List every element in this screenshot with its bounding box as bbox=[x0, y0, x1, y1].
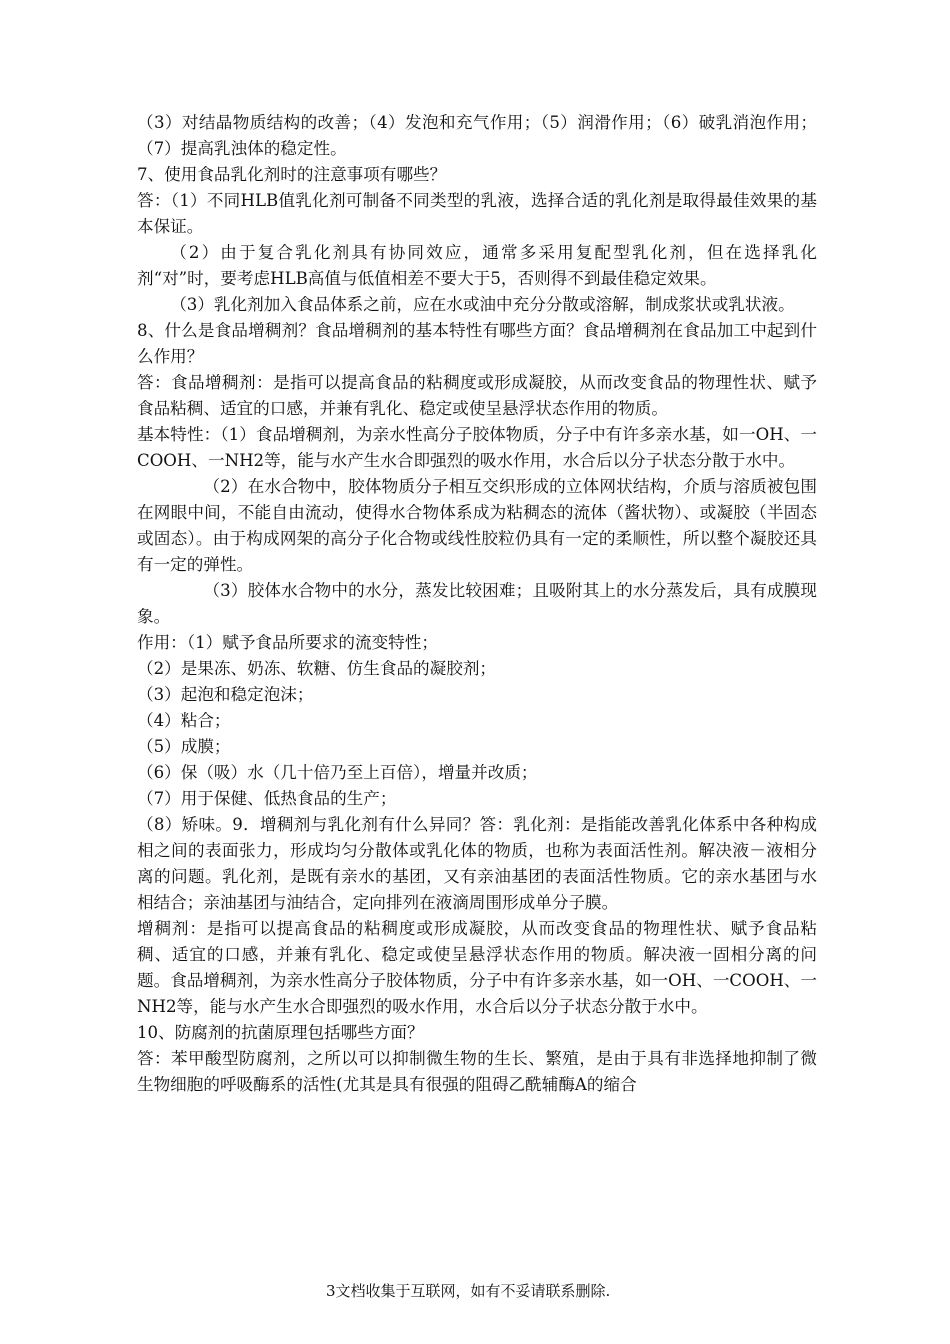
answer-8-function-1: 作用：（1）赋予食品所要求的流变特性； bbox=[137, 633, 438, 652]
paragraph-emulsifier-functions: （3）对结晶物质结构的改善；（4）发泡和充气作用；（5）润滑作用；（6）破乳消泡作用；（7）提高乳浊体的稳定性。 bbox=[137, 113, 817, 158]
answer-8-function-6: （6）保（吸）水（几十倍乃至上百倍），增量并改质； bbox=[137, 763, 538, 782]
answer-8-property-3: （3）胶体水合物中的水分，蒸发比较困难；且吸附其上的水分蒸发后，具有成膜现象。 bbox=[137, 581, 817, 626]
answer-8-function-2: （2）是果冻、奶冻、软糖、仿生食品的凝胶剂； bbox=[137, 659, 497, 678]
answer-7-point-2: （2）由于复合乳化剂具有协同效应，通常多采用复配型乳化剂，但在选择乳化剂“对”时，要考虑HLB高值与低值相差不要大于5，否则得不到最佳稳定效果。 bbox=[137, 243, 817, 288]
answer-8-property-1: 基本特性：（1）食品增稠剂，为亲水性高分子胶体物质，分子中有许多亲水基，如一OH、一COOH、一NH2等，能与水产生水合即强烈的吸水作用，水合后以分子状态分散于水中。 bbox=[137, 425, 817, 470]
answer-10: 答：苯甲酸型防腐剂，之所以可以抑制微生物的生长、繁殖，是由于具有非选择地抑制了微生物细胞的呼吸酶系的活性(尤其是具有很强的阻碍乙酰辅酶A的缩合 bbox=[137, 1049, 817, 1094]
answer-8-function-4: （4）粘合； bbox=[137, 711, 231, 730]
question-7: 7、使用食品乳化剂时的注意事项有哪些？ bbox=[137, 165, 447, 184]
answer-8-function-5: （5）成膜； bbox=[137, 737, 231, 756]
answer-8-function-7: （7）用于保健、低热食品的生产； bbox=[137, 789, 397, 808]
answer-9-thickener: 增稠剂：是指可以提高食品的粘稠度或形成凝胶，从而改变食品的物理性状、赋予食品粘稠、适宜的口感，并兼有乳化、稳定或使呈悬浮状态作用的物质。解决液一固相分离的问题。食品增稠剂，为亲水性高分子胶体物质，分子中有许多亲水基，如一OH、一COOH、一NH2等，能与水产生水合即强烈的吸水作用，水合后以分子状态分散于水中。 bbox=[137, 919, 817, 1016]
answer-8-property-2: （2）在水合物中，胶体物质分子相互交织形成的立体网状结构，介质与溶质被包围在网眼中间，不能自由流动，使得水合物体系成为粘稠态的流体（酱状物）、或凝胶（半固态或固态）。由于构成网架的高分子化合物或线性胶粒仍具有一定的柔顺性，所以整个凝胶还具有一定的弹性。 bbox=[137, 477, 817, 574]
answer-8-definition: 答：食品增稠剂：是指可以提高食品的粘稠度或形成凝胶，从而改变食品的物理性状、赋予食品粘稠、适宜的口感，并兼有乳化、稳定或使呈悬浮状态作用的物质。 bbox=[137, 373, 817, 418]
question-8: 8、什么是食品增稠剂？食品增稠剂的基本特性有哪些方面？食品增稠剂在食品加工中起到什么作用？ bbox=[137, 321, 817, 366]
answer-8-function-3: （3）起泡和稳定泡沫； bbox=[137, 685, 314, 704]
question-10: 10、防腐剂的抗菌原理包括哪些方面？ bbox=[137, 1023, 424, 1042]
answer-7-point-3: （3）乳化剂加入食品体系之前，应在水或油中充分分散或溶解，制成浆状或乳状液。 bbox=[170, 295, 795, 314]
answer-8-function-8-and-question-9: （8）矫味。9．增稠剂与乳化剂有什么异同？答：乳化剂：是指能改善乳化体系中各种构成相之间的表面张力，形成均匀分散体或乳化体的物质，也称为表面活性剂。解决液－液相分离的问题。乳化剂，是既有亲水的基团，又有亲油基团的表面活性物质。它的亲水基团与水相结合；亲油基团与油结合，定向排列在液滴周围形成单分子膜。 bbox=[137, 815, 817, 912]
page-footer: 3文档收集于互联网，如有不妥请联系删除. bbox=[326, 1282, 611, 1300]
answer-7-point-1: 答：（1）不同HLB值乳化剂可制备不同类型的乳液，选择合适的乳化剂是取得最佳效果的基本保证。 bbox=[137, 191, 817, 236]
document-body bbox=[137, 110, 817, 1098]
